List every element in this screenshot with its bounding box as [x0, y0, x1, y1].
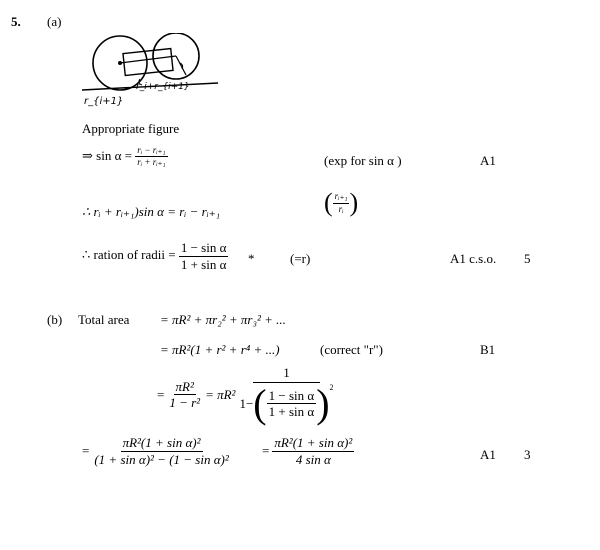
one-minus: 1−: [239, 395, 254, 411]
ratio-result-num: 1 − sin α: [180, 240, 227, 255]
difference-of-squares-expression: [82, 436, 231, 466]
method-note: (exp for sin α ): [324, 153, 402, 168]
final-fraction: [272, 436, 354, 466]
equals-r-note: (=r): [290, 251, 311, 266]
right-paren: ): [349, 188, 359, 217]
final-num: πR²(1 + sin α)²: [274, 435, 353, 450]
ratio-of-radii-equation: [82, 241, 228, 271]
sin-alpha-equation: [82, 146, 168, 168]
mark-b1: B1: [480, 342, 496, 357]
total-area-series: = πR² + πr₂² + πr₃² + ...: [160, 312, 286, 327]
big-left-paren: (: [253, 380, 267, 426]
sum-to-infinity-expression: [157, 366, 336, 424]
inner-den: 1 + sin α: [268, 404, 315, 420]
mark-a1-final: A1: [480, 447, 496, 462]
geometric-series-factor: = πR²(1 + r² + r⁴ + ...): [160, 342, 280, 357]
part-a-label: (a): [47, 14, 62, 29]
part-b-total: 3: [524, 447, 531, 462]
ratio-denominator: rᵢ: [338, 203, 344, 214]
ratio-numerator: rᵢ₊₁: [333, 192, 350, 203]
substitution-fraction: [237, 366, 335, 424]
big-right-paren: ): [316, 380, 330, 426]
fraction-numerator: rᵢ − rᵢ₊₁: [135, 146, 167, 157]
rearranged-equation: ∴ rᵢ + rᵢ₊₁)sin α = rᵢ − rᵢ₊₁: [82, 204, 221, 219]
equals-sign-2: =: [82, 443, 90, 459]
equals-sign: =: [157, 386, 165, 402]
ratio-result-den: 1 + sin α: [180, 256, 227, 272]
figure-label-left: r_{i+1}: [84, 96, 124, 107]
sin-alpha-fraction: [135, 146, 167, 168]
square-exponent: 2: [329, 382, 334, 392]
part-b-title: Total area: [78, 312, 130, 327]
difference-num: πR²(1 + sin α)²: [122, 435, 201, 450]
inner-fraction: [267, 389, 317, 419]
part-b-label: (b): [47, 312, 63, 327]
figure-label-right: r_i+r_{i+1}: [136, 82, 190, 92]
ratio-fraction-result: [179, 241, 229, 271]
substitution-den: [237, 380, 335, 426]
correct-r-note: (correct "r"): [320, 342, 383, 357]
sum-num: πR²: [175, 378, 194, 394]
sum-den: 1 − r²: [169, 395, 201, 411]
fraction-denominator: rᵢ + rᵢ₊₁: [137, 157, 166, 168]
substitution-num: 1: [253, 366, 320, 383]
equals-sign-3: =: [262, 443, 270, 459]
ratio-lhs: ∴ ration of radii =: [82, 247, 176, 263]
final-answer-expression: [262, 436, 354, 466]
mark-a1-cso: A1 c.s.o.: [450, 251, 497, 266]
question-number: 5.: [11, 14, 21, 29]
figure-caption: Appropriate figure: [82, 121, 180, 136]
mark-a1: A1: [480, 153, 496, 168]
star-mark: *: [248, 251, 255, 266]
left-paren: (: [324, 188, 333, 217]
ratio-bracket: [324, 190, 358, 216]
final-den: 4 sin α: [295, 451, 331, 467]
inner-num: 1 − sin α: [268, 387, 315, 403]
part-a-total: 5: [524, 251, 531, 266]
difference-den: (1 + sin α)² − (1 − sin α)²: [94, 451, 229, 467]
ratio-fraction: [333, 192, 350, 214]
sin-alpha-lhs: ⇒ sin α =: [82, 147, 132, 163]
sum-fraction: [167, 380, 202, 410]
substitution-lhs: = πR²: [205, 386, 236, 402]
difference-fraction: [92, 436, 230, 466]
